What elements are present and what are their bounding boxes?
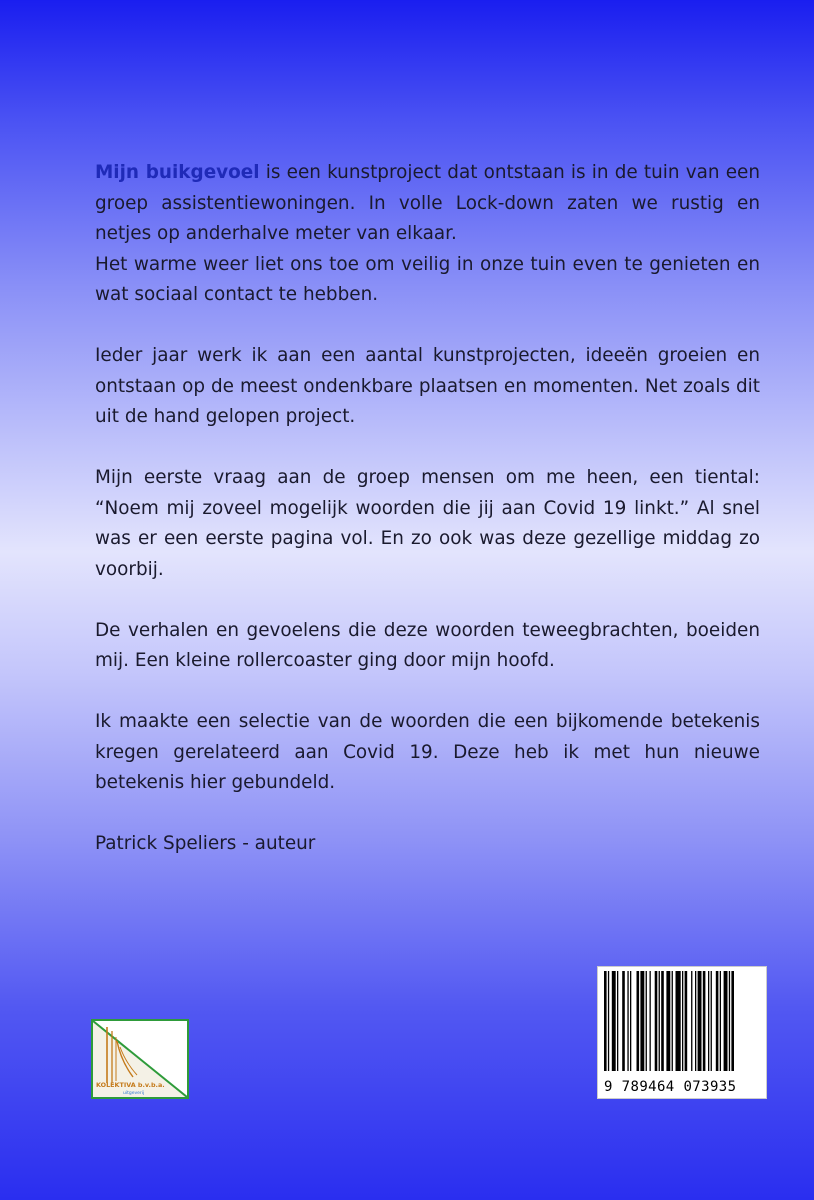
barcode-bar <box>731 971 734 1071</box>
barcode-bar <box>659 971 660 1071</box>
paragraph-art-projects: Ieder jaar werk ik aan een aantal kunstprojecten, ideeën groeien en ontstaan op de meest ondenkbare plaatsen en momenten. Net zoals dit uit de hand gelopen project. <box>95 345 760 427</box>
barcode-bar <box>617 971 618 1071</box>
paragraph-selection: Ik maakte een selectie van de woorden die een bijkomende betekenis kregen gerelateerd aan Covid 19. Deze heb ik met hun nieuwe betekenis hier gebundeld. <box>95 711 760 793</box>
barcode-bar <box>655 971 658 1071</box>
back-cover-text <box>95 158 760 890</box>
paragraph-stories: De verhalen en gevoelens die deze woorden teweegbrachten, boeiden mij. Een kleine rollercoaster ging door mijn hoofd. <box>95 619 760 671</box>
barcode-icon <box>598 967 766 1077</box>
paragraph-first-question: Mijn eerste vraag aan de groep mensen om me heen, een tiental: “Noem mij zoveel mogelijk woorden die jij aan Covid 19 linkt.” Al snel was er een eerste pagina vol. En zo ook was deze gezellige middag zo voorbij. <box>95 467 760 580</box>
barcode-bar <box>703 971 706 1071</box>
intro-text: is een kunstproject dat ontstaan is in de tuin van een groep assistentiewoningen. In volle Lock-down zaten we rustig en netjes op anderhalve meter van elkaar. <box>95 162 760 244</box>
barcode-bar <box>604 971 607 1071</box>
barcode-bar <box>682 971 683 1071</box>
barcode-bar <box>720 971 721 1071</box>
barcode-bar <box>661 971 664 1071</box>
barcode-bar <box>622 971 625 1071</box>
barcode-bar <box>627 971 628 1071</box>
barcode-bar <box>646 971 647 1071</box>
barcode-bar <box>691 971 692 1071</box>
intro-paragraph <box>95 158 760 311</box>
publisher-name: KOLEKTIVA b.v.b.a. <box>96 1081 165 1089</box>
barcode-bar <box>630 971 631 1071</box>
barcode-bar <box>650 971 651 1071</box>
barcode-bar <box>676 971 681 1071</box>
barcode-bar <box>637 971 640 1071</box>
publisher-subtitle: uitgeverij <box>123 1091 145 1096</box>
barcode-bar <box>685 971 688 1071</box>
barcode-bar <box>729 971 730 1071</box>
barcode-bar <box>666 971 670 1071</box>
barcode-bar <box>716 971 719 1071</box>
barcode-bar <box>711 971 712 1071</box>
barcode-bar <box>612 971 616 1071</box>
barcode-bar <box>708 971 709 1071</box>
barcode-bar <box>608 971 609 1071</box>
author-signature: Patrick Speliers - auteur <box>95 833 316 854</box>
barcode-bar <box>640 971 644 1071</box>
isbn-number: 9 789464 073935 <box>604 1079 737 1095</box>
barcode-bar <box>672 971 673 1071</box>
isbn-barcode <box>597 966 767 1099</box>
book-title-lead: Mijn buikgevoel <box>95 162 260 183</box>
intro-line-2: Het warme weer liet ons toe om veilig in onze tuin even te genieten en wat sociaal contact te hebben. <box>95 253 760 305</box>
barcode-bar <box>698 971 702 1071</box>
barcode-bar <box>724 971 728 1071</box>
barcode-bar <box>695 971 696 1071</box>
publisher-logo <box>91 1019 189 1099</box>
